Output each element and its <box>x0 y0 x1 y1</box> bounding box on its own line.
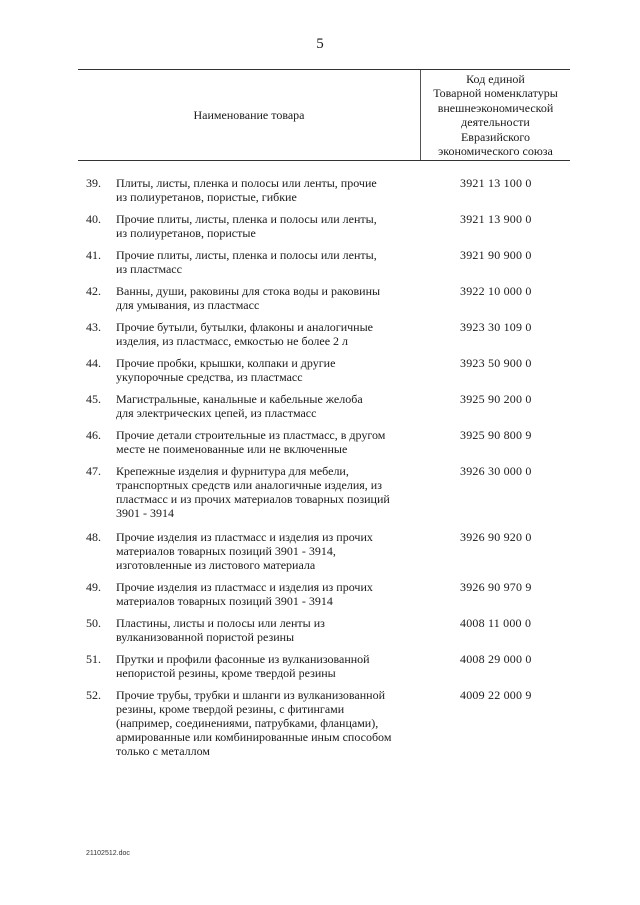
row-name-line: Пластины, листы и полосы или ленты из <box>116 616 325 630</box>
row-name-line: укупорочные средства, из пластмасс <box>116 370 303 384</box>
row-name-line: резины, кроме твердой резины, с фитингами <box>116 702 345 716</box>
row-code: 3922 10 000 0 <box>460 284 532 298</box>
row-name-line: Прочие трубы, трубки и шланги из вулканизованной <box>116 688 386 702</box>
row-name-line: месте не поименованные или не включенные <box>116 442 348 456</box>
row-code: 4008 29 000 0 <box>460 652 532 666</box>
row-name-line: армированные или комбинированные иным способом <box>116 730 392 744</box>
row-number: 45. <box>86 392 101 406</box>
row-name-line: из полиуретанов, пористые, гибкие <box>116 190 297 204</box>
footer-filename: 21102512.doc <box>86 850 130 857</box>
header-code-line: Евразийского <box>460 129 531 144</box>
row-name-line: 3901 - 3914 <box>116 506 174 520</box>
header-code-line: Товарной номенклатуры <box>433 86 558 101</box>
row-name-line: для умывания, из пластмасс <box>116 298 260 312</box>
header-code-line: Код единой <box>466 72 525 86</box>
row-code: 3923 50 900 0 <box>460 356 532 370</box>
row-name-line: Прочие изделия из пластмасс и изделия из прочих <box>116 580 373 594</box>
row-product-name <box>116 176 416 204</box>
row-name-line: Крепежные изделия и фурнитура для мебели, <box>116 464 349 478</box>
row-number: 40. <box>86 212 101 226</box>
row-code: 3921 13 900 0 <box>460 212 532 226</box>
row-product-name <box>116 428 416 456</box>
page-number: 5 <box>316 36 324 52</box>
row-code: 3926 30 000 0 <box>460 464 532 478</box>
row-code: 3925 90 800 9 <box>460 428 532 442</box>
row-name-line: непористой резины, кроме твердой резины <box>116 666 336 680</box>
row-name-line: пластмасс и из прочих материалов товарных позиций <box>116 492 390 506</box>
row-name-line: вулканизованной пористой резины <box>116 630 295 644</box>
row-code: 3921 90 900 0 <box>460 248 532 262</box>
row-name-line: транспортных средств или аналогичные изделия, из <box>116 478 382 492</box>
row-number: 48. <box>86 530 101 544</box>
table-header <box>78 69 570 161</box>
row-name-line: из пластмасс <box>116 262 182 276</box>
row-name-line: (например, соединениями, патрубками, фланцами), <box>116 716 379 730</box>
row-product-name <box>116 356 416 384</box>
row-product-name <box>116 248 416 276</box>
header-code-line: деятельности <box>461 115 530 130</box>
row-number: 41. <box>86 248 101 262</box>
row-product-name <box>116 320 416 348</box>
row-name-line: Плиты, листы, пленка и полосы или ленты, прочие <box>116 176 377 190</box>
row-code: 3925 90 200 0 <box>460 392 532 406</box>
row-product-name <box>116 616 416 644</box>
header-name-column: Наименование товара <box>193 107 305 122</box>
header-code-line: внешнеэкономической <box>437 100 554 115</box>
row-number: 46. <box>86 428 101 442</box>
row-code: 3926 90 920 0 <box>460 530 532 544</box>
row-name-line: Магистральные, канальные и кабельные желоба <box>116 392 363 406</box>
header-code-line: экономического союза <box>438 144 553 159</box>
row-name-line: Прочие плиты, листы, пленка и полосы или ленты, <box>116 212 377 226</box>
row-number: 49. <box>86 580 101 594</box>
row-product-name <box>116 464 416 520</box>
row-number: 50. <box>86 616 101 630</box>
row-code: 3921 13 100 0 <box>460 176 532 190</box>
row-product-name <box>116 688 416 758</box>
row-name-line: изделия, из пластмасс, емкостью не более 2 л <box>116 334 349 348</box>
row-number: 44. <box>86 356 101 370</box>
row-name-line: Прочие детали строительные из пластмасс, в другом <box>116 428 386 442</box>
row-code: 3926 90 970 9 <box>460 580 532 594</box>
row-number: 42. <box>86 284 101 298</box>
row-name-line: Ванны, души, раковины для стока воды и раковины <box>116 284 381 298</box>
row-name-line: материалов товарных позиций 3901 - 3914, <box>116 544 336 558</box>
row-name-line: изготовленные из листового материала <box>116 558 316 572</box>
header-code-column <box>421 72 570 158</box>
row-name-line: Прочие пробки, крышки, колпаки и другие <box>116 356 336 370</box>
row-product-name <box>116 392 416 420</box>
row-number: 52. <box>86 688 101 702</box>
row-name-line: из полиуретанов, пористые <box>116 226 256 240</box>
row-code: 4009 22 000 9 <box>460 688 532 702</box>
row-product-name <box>116 580 416 608</box>
row-number: 51. <box>86 652 101 666</box>
row-code: 4008 11 000 0 <box>460 616 532 630</box>
row-code: 3923 30 109 0 <box>460 320 532 334</box>
row-name-line: Прочие бутыли, бутылки, флаконы и аналогичные <box>116 320 373 334</box>
row-product-name <box>116 530 416 572</box>
row-name-line: материалов товарных позиций 3901 - 3914 <box>116 594 333 608</box>
row-name-line: Прочие плиты, листы, пленка и полосы или ленты, <box>116 248 377 262</box>
row-number: 39. <box>86 176 101 190</box>
row-product-name <box>116 212 416 240</box>
row-product-name <box>116 652 416 680</box>
row-number: 43. <box>86 320 101 334</box>
row-number: 47. <box>86 464 101 478</box>
row-name-line: Прочие изделия из пластмасс и изделия из прочих <box>116 530 373 544</box>
row-product-name <box>116 284 416 312</box>
row-name-line: Прутки и профили фасонные из вулканизованной <box>116 652 370 666</box>
row-name-line: только с металлом <box>116 744 211 758</box>
row-name-line: для электрических цепей, из пластмасс <box>116 406 317 420</box>
